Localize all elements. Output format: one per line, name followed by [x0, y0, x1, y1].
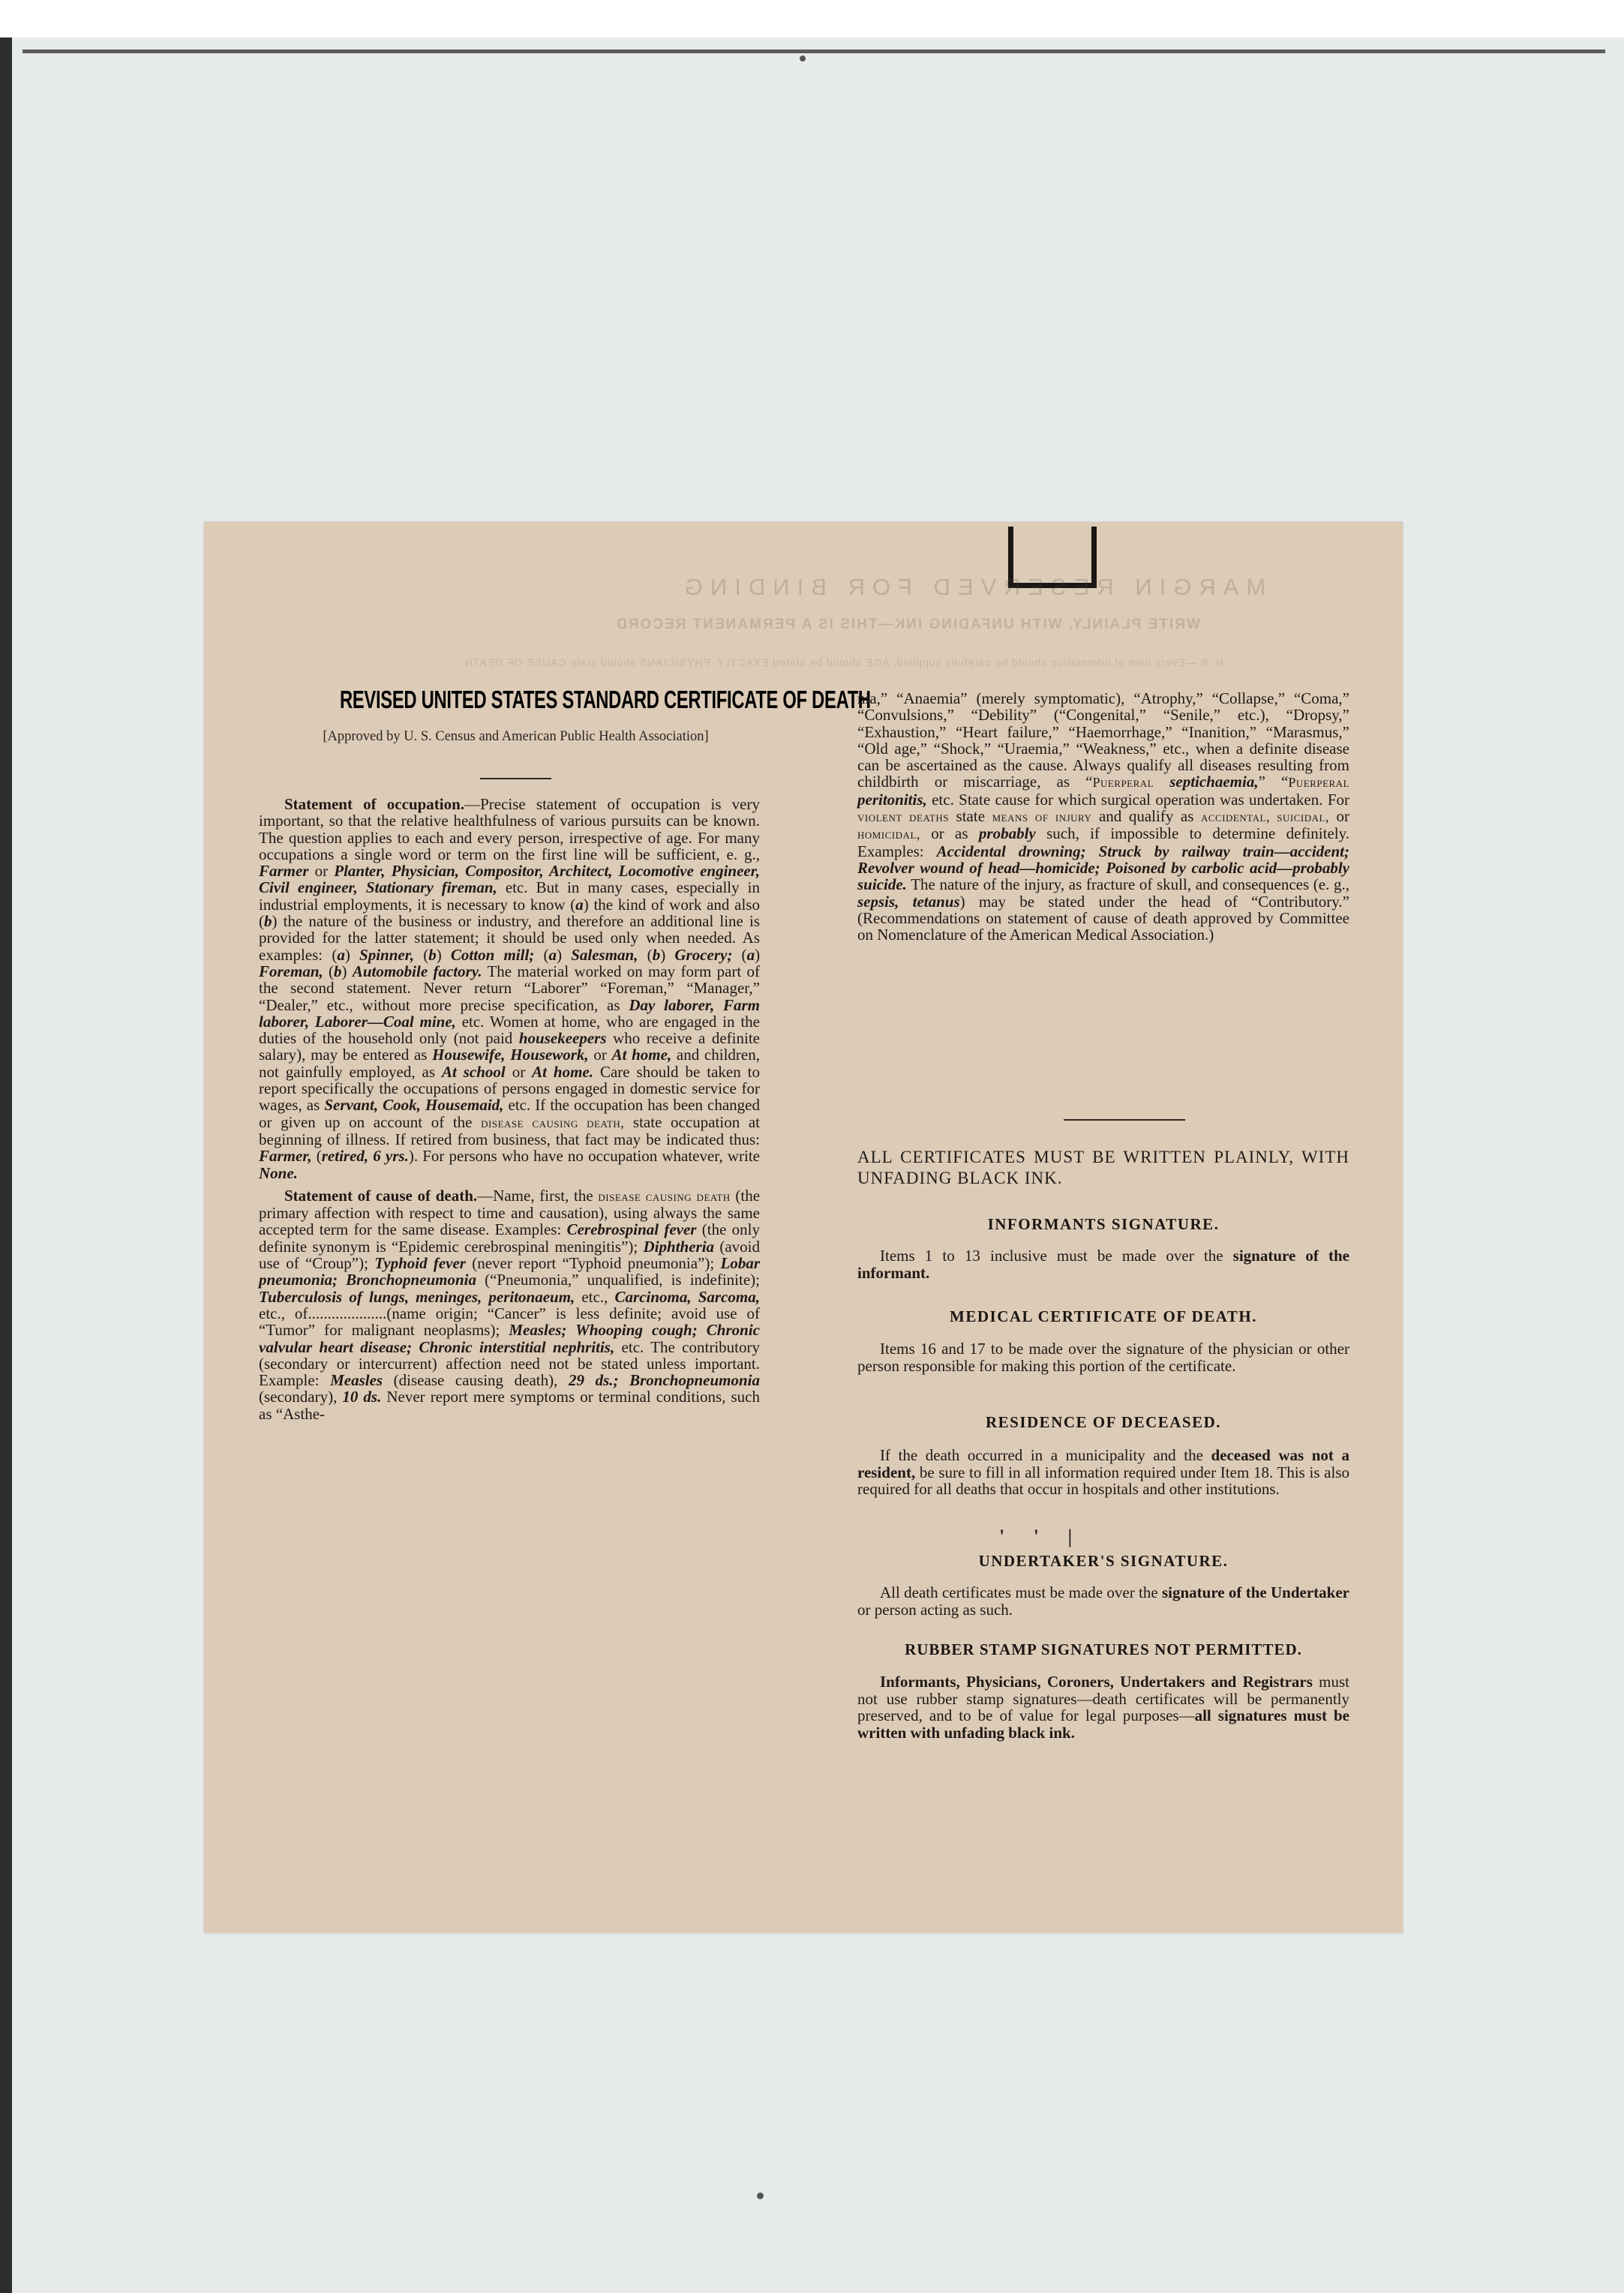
text-run: Servant, Cook, Housemaid, — [324, 1096, 504, 1115]
text-run: ). For persons who have no occupation whatever, write — [408, 1147, 760, 1166]
undertaker-body — [857, 1584, 1349, 1618]
text-run: who receive a definite salary), may be entered as — [259, 1029, 760, 1064]
rubber-stamp-bold-1: Informants, Physicians, Coroners, Undertakers and Registrars — [880, 1673, 1313, 1691]
text-run: ) — [344, 945, 360, 964]
text-run: Day laborer, Farm laborer, Laborer—Coal mine, — [259, 995, 760, 1031]
residence-text-1: If the death occurred in a municipality and the — [880, 1446, 1203, 1464]
occupation-heading: Statement of occupation. — [284, 795, 465, 813]
text-run: Measles; Whooping cough; Chronic valvular heart disease; Chronic interstitial nephritis, — [259, 1321, 760, 1356]
text-run: —Name, first, the — [477, 1186, 599, 1205]
text-run: nia,” “Anaemia” (merely symptomatic), “Atrophy,” “Collapse,” “Coma,” “Convulsions,” “Debility” (“Congenital,” “Senile,” etc.), “Dropsy,” “Exhaustion,” “Heart failure,” “Haemorrhage,” “Inanition,” “Marasmus,” “Old age,” “Shock,” “Uraemia,” “Weakness,” etc., when a definite disease can be ascertained as the cause. Always qualify all diseases resulting from childbirth or miscarriage, as “ — [857, 689, 1349, 791]
text-run: a — [548, 945, 557, 964]
text-run: ) — [341, 962, 353, 980]
text-run: housekeepers — [518, 1029, 607, 1048]
text-run: (disease causing death), — [383, 1371, 569, 1390]
text-run: etc., of....................(name origin; “Cancer” is less definite; avoid use of “Tumor” for malignant neoplasms); — [259, 1304, 760, 1340]
scan-top-rule — [23, 50, 1605, 53]
text-run: Salesman, — [571, 945, 638, 964]
text-run: and qualify as — [1091, 807, 1201, 826]
text-run: b — [334, 962, 342, 980]
text-run: ( — [638, 945, 653, 964]
undertaker-text-1: All death certificates must be made over the — [880, 1583, 1158, 1601]
text-run: disease causing death, — [481, 1115, 625, 1130]
text-run: 29 ds.; Bronchopneumonia — [568, 1371, 760, 1390]
text-run: etc. State cause for which surgical operation was undertaken. For — [926, 790, 1349, 809]
medical-certificate-text: Items 16 and 17 to be made over the signature of the physician or other person responsible for making this portion of the certificate. — [857, 1340, 1349, 1375]
text-run: Grocery; — [674, 945, 733, 964]
bleed-through-note: N. B.—Every item of information should be carefully supplied. AGE should be stated EXACTLY. PHYSICIANS should state CAUSE OF DEATH — [464, 656, 1224, 668]
undertaker-heading: UNDERTAKER'S SIGNATURE. — [978, 1552, 1229, 1570]
text-run: The nature of the injury, as fracture of skull, and consequences (e. g., — [906, 875, 1349, 894]
text-run: Diphtheria — [643, 1237, 715, 1256]
residence-text-2: be sure to fill in all information required under Item 18. This is also required for all deaths that occur in hospitals and other institutions. — [857, 1463, 1349, 1498]
cause-continued-paragraph — [857, 690, 1349, 943]
text-run: ( — [414, 945, 429, 964]
text-run: ” “ — [1258, 773, 1289, 791]
cause-of-death-paragraph — [259, 1187, 760, 1422]
title-divider — [480, 778, 551, 779]
text-run: etc. Women at home, who are engaged in the duties of the household only (not paid — [259, 1012, 760, 1048]
scan-top-margin — [0, 0, 1624, 38]
text-run: or — [588, 1046, 612, 1064]
text-run: (secondary), — [259, 1388, 343, 1406]
cause-continued-text — [857, 689, 1349, 944]
text-run: violent deaths — [857, 809, 949, 825]
text-run: etc. If the occupation has been changed or given up on account of the — [259, 1096, 760, 1131]
text-run: state occupation at beginning of illness. If retired from business, that fact may be indicated thus: — [259, 1112, 760, 1148]
rubber-stamp-text: must not use rubber stamp signatures—death certificates will be permanently preserved, and to be of value for legal purposes— — [857, 1673, 1350, 1724]
text-run: ( — [534, 945, 549, 964]
text-run: etc., — [575, 1287, 615, 1306]
text-run: ) — [660, 945, 675, 964]
text-run: Farmer — [259, 862, 309, 881]
text-run: ( — [323, 962, 335, 980]
text-run: or — [1328, 807, 1350, 826]
text-run: Cotton mill; — [450, 945, 535, 964]
text-run: At school — [441, 1062, 506, 1081]
ink-notice: ALL CERTIFICATES MUST BE WRITTEN PLAINLY, WITH UNFADING BLACK INK. — [857, 1148, 1349, 1187]
text-run: a — [337, 945, 345, 964]
text-run: means of injury — [992, 809, 1092, 825]
text-run: ( — [732, 945, 747, 964]
text-run: or as — [920, 824, 979, 843]
text-run: Automobile factory. — [352, 962, 482, 980]
informants-body — [857, 1247, 1349, 1281]
text-run: Carcinoma, Sarcoma, — [614, 1287, 760, 1306]
dust-speck — [800, 56, 806, 62]
text-run: accidental, suicidal, — [1200, 809, 1329, 825]
text-run: a — [746, 945, 755, 964]
text-run: or — [505, 1062, 533, 1081]
text-run: Accidental drowning; Struck by railway train—accident; Revolver wound of head—homicide; Poisoned by carbolic acid—probably suicide. — [857, 842, 1349, 894]
text-run: At home, — [611, 1046, 672, 1064]
informants-body-text: Items 1 to 13 inclusive must be made over the — [880, 1247, 1223, 1265]
ink-mark: ' ' | — [999, 1526, 1085, 1547]
text-run: b — [264, 912, 272, 931]
document-title: REVISED UNITED STATES STANDARD CERTIFICATE OF DEATH — [340, 686, 871, 713]
text-run: (“Pneumonia,” unqualified, is indefinite); — [476, 1271, 760, 1289]
cause-of-death-text — [259, 1187, 760, 1423]
section-divider — [1064, 1119, 1185, 1121]
text-run: and children, not gainfully employed, as — [259, 1046, 760, 1081]
text-run: The material worked on may form part of the second statement. Never return “Laborer” “Foreman,” “Manager,” “Dealer,” etc., without more precise specification, as — [259, 962, 760, 1014]
text-run: Cerebrospinal fever — [566, 1220, 697, 1239]
residence-heading: RESIDENCE OF DECEASED. — [985, 1413, 1222, 1431]
text-run: ( — [311, 1147, 322, 1166]
right-column — [857, 690, 1349, 949]
text-run: Never report mere symptoms or terminal conditions, such as “Asthe- — [259, 1388, 760, 1423]
text-run: Lobar pneumonia; Bronchopneumonia — [259, 1254, 760, 1289]
residence-body — [857, 1447, 1349, 1498]
text-run: a — [575, 895, 584, 914]
text-run: or — [308, 862, 335, 881]
text-run: Tuberculosis of lungs, meninges, peritonaeum, — [259, 1287, 575, 1306]
text-run: Typhoid fever — [374, 1254, 466, 1273]
rubber-stamp-heading: RUBBER STAMP SIGNATURES NOT PERMITTED. — [905, 1640, 1302, 1658]
bleed-through-header: MARGIN RESERVED FOR BINDING — [677, 574, 1266, 600]
text-run: disease causing death — [598, 1188, 731, 1204]
text-run: state — [948, 807, 992, 826]
cause-of-death-heading: Statement of cause of death. — [284, 1186, 478, 1205]
text-run: sepsis, tetanus — [857, 892, 960, 911]
text-run: Spinner, — [359, 945, 414, 964]
text-run: 10 ds. — [342, 1388, 382, 1406]
text-run: (avoid use of “Croup”); — [259, 1237, 760, 1273]
scan-left-edge — [0, 38, 12, 2293]
left-column — [259, 796, 760, 1428]
text-run: etc. The contributory (secondary or intercurrent) affection need not be stated unless important. Example: — [259, 1337, 760, 1390]
text-run: Care should be taken to report specifically the occupations of persons engaged in domestic service for wages, as — [259, 1062, 760, 1115]
text-run: ) — [755, 945, 761, 964]
residence-text-bold: deceased was not a resident, — [857, 1446, 1349, 1481]
text-run: b — [428, 945, 437, 964]
text-run: peritonitis, — [857, 790, 927, 809]
text-run: None. — [259, 1163, 298, 1182]
text-run: ) may be stated under the head of “Contributory.” (Recommendations on statement of cause of death approved by Committee on Nomenclature of the American Medical Association.) — [857, 892, 1349, 944]
text-run: (the primary affection with respect to time and causation), using always the same accepted term for the same disease. Examples: — [259, 1186, 761, 1239]
text-run: (the only definite synonym is “Epidemic cerebrospinal meningitis”); — [259, 1220, 760, 1256]
text-run: Puerperal — [1288, 775, 1350, 791]
text-run: (never report “Typhoid pneumonia”); — [465, 1254, 721, 1273]
occupation-text — [259, 795, 760, 1182]
undertaker-text-bold: signature of the Undertaker — [1157, 1583, 1349, 1601]
text-run: retired, 6 yrs. — [321, 1147, 409, 1166]
text-run: At home. — [532, 1062, 594, 1081]
text-run: Planter, Physician, Compositor, Architect, Locomotive engineer, Civil engineer, Stationary fireman, — [259, 862, 760, 897]
text-run: ) — [436, 945, 451, 964]
informants-body-bold: signature of the informant. — [857, 1247, 1350, 1282]
occupation-paragraph — [259, 796, 760, 1181]
dust-speck — [757, 2192, 764, 2199]
text-run: Measles — [330, 1371, 383, 1390]
text-run: —Precise statement of occupation is very important, so that the relative healthfulness of various pursuits can be known. The question applies to each and every person, irrespective of age. For many occupations a single word or term on the first line will be sufficient, e. g., — [259, 795, 760, 863]
text-run: homicidal, — [857, 827, 920, 842]
bleed-through-subheader: WRITE PLAINLY, WITH UNFADING INK—THIS IS A PERMANENT RECORD — [615, 617, 1200, 632]
text-run — [1154, 773, 1169, 791]
rubber-stamp-body — [857, 1673, 1349, 1741]
medical-certificate-heading: MEDICAL CERTIFICATE OF DEATH. — [950, 1307, 1257, 1325]
text-run: such, if impossible to determine definitely. Examples: — [857, 824, 1349, 860]
text-run: etc. But in many cases, especially in industrial employments, it is necessary to know ( — [259, 878, 760, 914]
text-run: ) — [557, 945, 572, 964]
approval-note: [Approved by U. S. Census and American Public Health Association] — [323, 729, 709, 744]
text-run: ) the kind of work and also ( — [259, 895, 760, 931]
text-run: Farmer, — [259, 1147, 312, 1166]
medical-certificate-body — [857, 1340, 1349, 1374]
text-run: Foreman, — [259, 962, 323, 980]
text-run: b — [652, 945, 661, 964]
text-run: ) the nature of the business or industry, and therefore an additional line is provided for the latter statement; it should be used only when needed. As examples: ( — [259, 912, 760, 964]
text-run: Housewife, Housework, — [432, 1046, 589, 1064]
text-run: septichaemia, — [1169, 773, 1259, 791]
undertaker-text-2: or person acting as such. — [857, 1600, 1013, 1619]
informants-heading: INFORMANTS SIGNATURE. — [987, 1215, 1220, 1233]
text-run: Puerperal — [1092, 775, 1154, 791]
rubber-stamp-bold-2: all signatures must be written with unfading black ink. — [857, 1706, 1349, 1742]
text-run: probably — [978, 824, 1036, 843]
